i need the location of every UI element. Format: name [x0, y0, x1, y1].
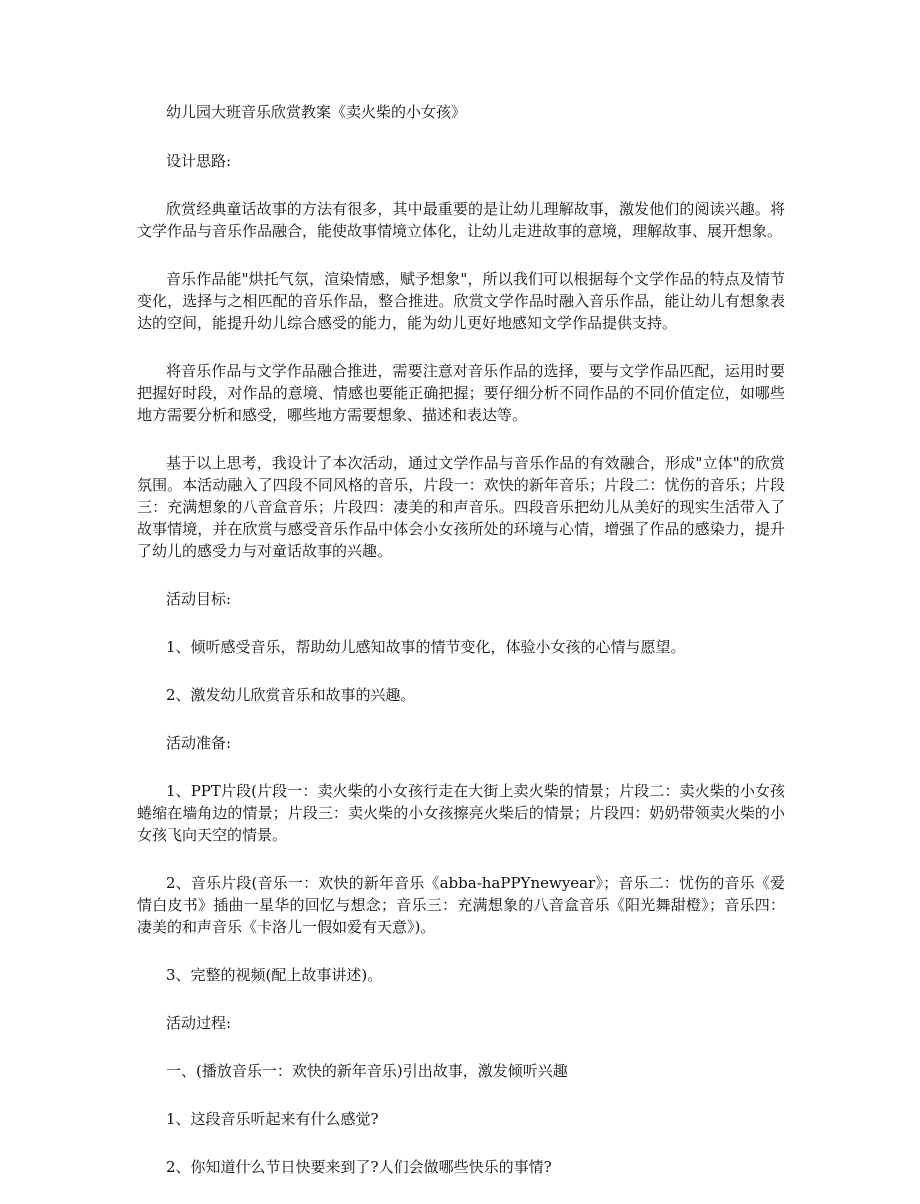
- design-paragraph: 将音乐作品与文学作品融合推进，需要注意对音乐作品的选择，要与文学作品匹配，运用时要把握好时段，对作品的意境、情感也要能正确把握；要仔细分析不同作品的不同价值定位，如哪些地方需要分析和感受，哪些地方需要想象、描述和表达等。: [137, 362, 785, 424]
- prep-item: 1、PPT片段(片段一：卖火柴的小女孩行走在大街上卖火柴的情景；片段二：卖火柴的小女孩蜷缩在墙角边的情景；片段三：卖火柴的小女孩擦亮火柴后的情景；片段四：奶奶带领卖火柴的小女孩飞向天空的情景。: [137, 782, 785, 844]
- document-page: [137, 101, 785, 1204]
- goals-heading: 活动目标:: [166, 590, 232, 608]
- process-item: 一、(播放音乐一：欢快的新年音乐)引出故事，激发倾听兴趣: [166, 1062, 568, 1080]
- process-item: 1、这段音乐听起来有什么感觉?: [166, 1110, 379, 1128]
- goal-item: 2、激发幼儿欣赏音乐和故事的兴趣。: [166, 686, 416, 704]
- design-paragraph: 欣赏经典童话故事的方法有很多，其中最重要的是让幼儿理解故事，激发他们的阅读兴趣。将文学作品与音乐作品融合，能使故事情境立体化，让幼儿走进故事的意境，理解故事、展开想象。: [137, 200, 785, 240]
- goal-item: 1、倾听感受音乐，帮助幼儿感知故事的情节变化，体验小女孩的心情与愿望。: [166, 638, 686, 656]
- process-heading: 活动过程:: [166, 1014, 232, 1032]
- prep-item: 2、音乐片段(音乐一：欢快的新年音乐《abba-haPPYnewyear》；音乐二：忧伤的音乐《爱情白皮书》插曲一星华的回忆与想念；音乐三：充满想象的八音盒音乐《阳光舞甜橙》；音乐四：凄美的和声音乐《卡洛儿一假如爱有天意》)。: [137, 874, 785, 936]
- design-paragraph: 基于以上思考，我设计了本次活动，通过文学作品与音乐作品的有效融合，形成"立体"的欣赏氛围。本活动融入了四段不同风格的音乐，片段一：欢快的新年音乐；片段二：忧伤的音乐；片段三：充满想象的八音盒音乐；片段四：凄美的和声音乐。四段音乐把幼儿从美好的现实生活带入了故事情境，并在欣赏与感受音乐作品中体会小女孩所处的环境与心情，增强了作品的感染力，提升了幼儿的感受力与对童话故事的兴趣。: [137, 454, 785, 560]
- document-title: 幼儿园大班音乐欣赏教案《卖火柴的小女孩》: [166, 103, 467, 121]
- prep-item: 3、完整的视频(配上故事讲述)。: [166, 966, 383, 984]
- design-heading: 设计思路:: [166, 152, 232, 170]
- design-paragraph: 音乐作品能"烘托气氛，渲染情感，赋予想象"，所以我们可以根据每个文学作品的特点及情节变化，选择与之相匹配的音乐作品，整合推进。欣赏文学作品时融入音乐作品，能让幼儿有想象表达的空间，能提升幼儿综合感受的能力，能为幼儿更好地感知文学作品提供支持。: [137, 270, 785, 332]
- prep-heading: 活动准备:: [166, 734, 232, 752]
- process-item: 2、你知道什么节日快要来到了?人们会做哪些快乐的事情?: [166, 1158, 552, 1176]
